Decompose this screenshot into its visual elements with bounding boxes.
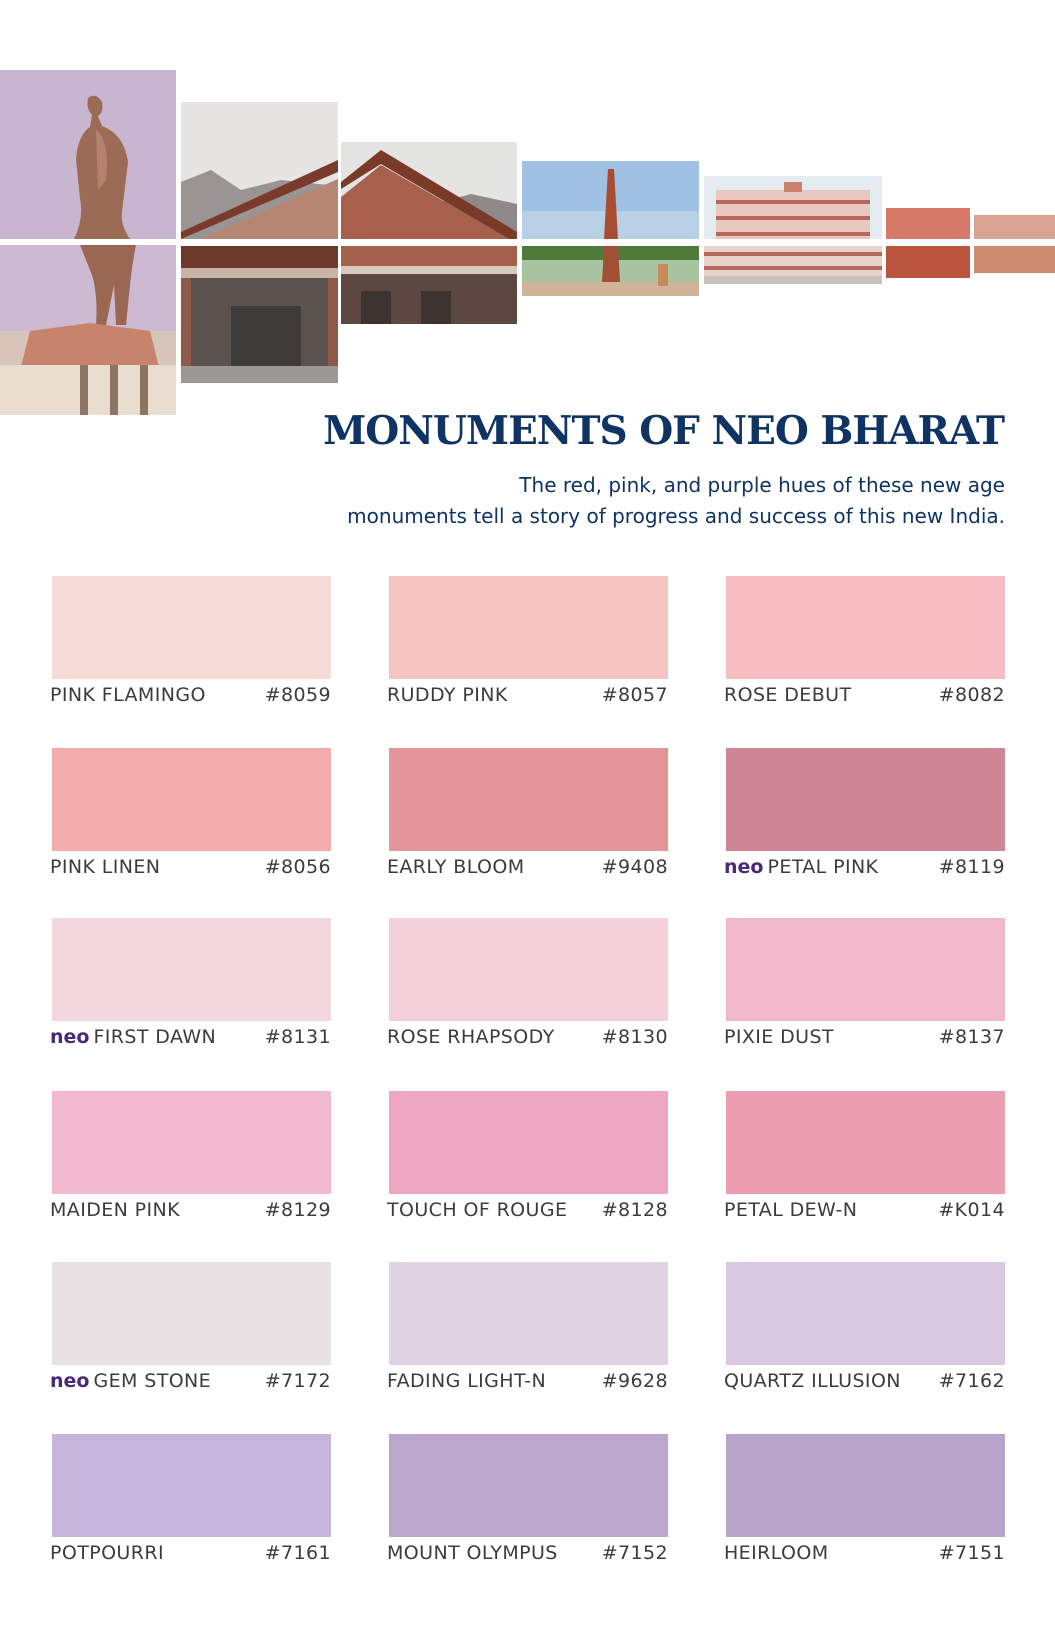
accent-block-2 — [886, 246, 970, 278]
color-name: PETAL PINK — [767, 856, 879, 878]
color-swatch — [726, 576, 1005, 679]
color-name: ROSE RHAPSODY — [387, 1026, 555, 1048]
color-label — [724, 1024, 1005, 1050]
color-name-wrap — [387, 1370, 546, 1392]
statue-photo-bottom — [0, 245, 176, 415]
color-code: #8130 — [601, 1026, 668, 1048]
color-code: #8119 — [938, 856, 1005, 878]
color-name-wrap — [50, 684, 206, 706]
color-code: #8056 — [264, 856, 331, 878]
color-swatch — [389, 748, 668, 851]
accent-block-4 — [974, 246, 1055, 273]
color-name: PINK FLAMINGO — [50, 684, 206, 706]
color-name: PETAL DEW-N — [724, 1199, 858, 1221]
color-swatch — [52, 1262, 331, 1365]
color-name-wrap — [724, 1542, 829, 1564]
color-label — [50, 1368, 331, 1394]
color-label — [724, 1540, 1005, 1566]
color-swatch — [726, 1091, 1005, 1194]
neo-brand-mark: neo — [50, 1026, 90, 1048]
color-code: #7161 — [264, 1542, 331, 1564]
accent-block-1 — [886, 208, 970, 239]
color-code: #7151 — [938, 1542, 1005, 1564]
color-name: MOUNT OLYMPUS — [387, 1542, 558, 1564]
color-code: #8131 — [264, 1026, 331, 1048]
color-swatch — [389, 1434, 668, 1537]
color-label — [387, 1024, 668, 1050]
color-name: TOUCH OF ROUGE — [387, 1199, 568, 1221]
color-label — [50, 1197, 331, 1223]
color-name-wrap — [387, 1542, 558, 1564]
palace-building-photo-bottom — [704, 246, 882, 284]
color-swatch — [726, 918, 1005, 1021]
color-code: #7152 — [601, 1542, 668, 1564]
color-name-wrap — [50, 1026, 216, 1048]
color-code: #9628 — [601, 1370, 668, 1392]
memorial-building-photo-bottom-left — [181, 246, 338, 383]
color-swatch — [726, 1434, 1005, 1537]
color-label — [387, 1197, 668, 1223]
color-name-wrap — [387, 856, 525, 878]
color-swatch — [726, 748, 1005, 851]
color-label — [387, 682, 668, 708]
color-code: #7172 — [264, 1370, 331, 1392]
color-code: #7162 — [938, 1370, 1005, 1392]
color-name-wrap — [50, 1199, 180, 1221]
color-name-wrap — [724, 856, 878, 878]
page-subtitle — [245, 470, 1005, 532]
color-name: POTPOURRI — [50, 1542, 164, 1564]
color-code: #K014 — [938, 1199, 1005, 1221]
color-name-wrap — [724, 1026, 834, 1048]
color-swatch — [389, 918, 668, 1021]
color-name-wrap — [724, 1199, 857, 1221]
color-name-wrap — [50, 1370, 211, 1392]
color-name: FADING LIGHT-N — [387, 1370, 547, 1392]
color-label — [50, 1024, 331, 1050]
color-label — [724, 1368, 1005, 1394]
color-swatch — [52, 576, 331, 679]
memorial-building-photo-top-right — [341, 142, 517, 239]
color-name: QUARTZ ILLUSION — [724, 1370, 901, 1392]
color-name: FIRST DAWN — [93, 1026, 217, 1048]
color-name-wrap — [724, 684, 851, 706]
color-swatch — [389, 1091, 668, 1194]
statue-photo-top — [0, 70, 176, 239]
color-name-wrap — [50, 1542, 164, 1564]
subtitle-line-2: monuments tell a story of progress and success of this new India. — [347, 504, 1005, 528]
color-swatch — [52, 748, 331, 851]
color-name: PINK LINEN — [50, 856, 161, 878]
color-swatch — [52, 918, 331, 1021]
palace-building-photo-top — [704, 176, 882, 239]
color-name: PIXIE DUST — [724, 1026, 834, 1048]
color-label — [387, 854, 668, 880]
war-memorial-photo-bottom — [522, 246, 699, 296]
color-label — [50, 1540, 331, 1566]
color-code: #8129 — [264, 1199, 331, 1221]
color-label — [50, 682, 331, 708]
color-code: #8082 — [938, 684, 1005, 706]
color-name: GEM STONE — [93, 1370, 212, 1392]
color-swatch — [52, 1091, 331, 1194]
subtitle-line-1: The red, pink, and purple hues of these new age — [519, 473, 1005, 497]
color-swatch — [52, 1434, 331, 1537]
color-code: #9408 — [601, 856, 668, 878]
color-code: #8137 — [938, 1026, 1005, 1048]
color-swatch — [726, 1262, 1005, 1365]
color-label — [387, 1540, 668, 1566]
color-name: HEIRLOOM — [724, 1542, 829, 1564]
color-name: EARLY BLOOM — [387, 856, 525, 878]
war-memorial-photo-top — [522, 161, 699, 239]
memorial-building-photo-top-left — [181, 102, 338, 239]
color-label — [50, 854, 331, 880]
accent-block-3 — [974, 215, 1055, 239]
color-name-wrap — [724, 1370, 901, 1392]
color-label — [724, 682, 1005, 708]
color-name-wrap — [50, 856, 160, 878]
color-label — [387, 1368, 668, 1394]
color-name: MAIDEN PINK — [50, 1199, 181, 1221]
color-name: ROSE DEBUT — [724, 684, 852, 706]
color-swatch — [389, 1262, 668, 1365]
color-code: #8059 — [264, 684, 331, 706]
color-name-wrap — [387, 1199, 567, 1221]
color-code: #8057 — [601, 684, 668, 706]
page-title: MONUMENTS OF NEO BHARAT — [323, 408, 1004, 454]
color-code: #8128 — [601, 1199, 668, 1221]
color-name: RUDDY PINK — [387, 684, 508, 706]
color-label — [724, 1197, 1005, 1223]
neo-brand-mark: neo — [50, 1370, 90, 1392]
color-name-wrap — [387, 1026, 555, 1048]
color-swatch — [389, 576, 668, 679]
color-label — [724, 854, 1005, 880]
neo-brand-mark: neo — [724, 856, 764, 878]
color-name-wrap — [387, 684, 508, 706]
memorial-building-photo-bottom-right — [341, 246, 517, 324]
